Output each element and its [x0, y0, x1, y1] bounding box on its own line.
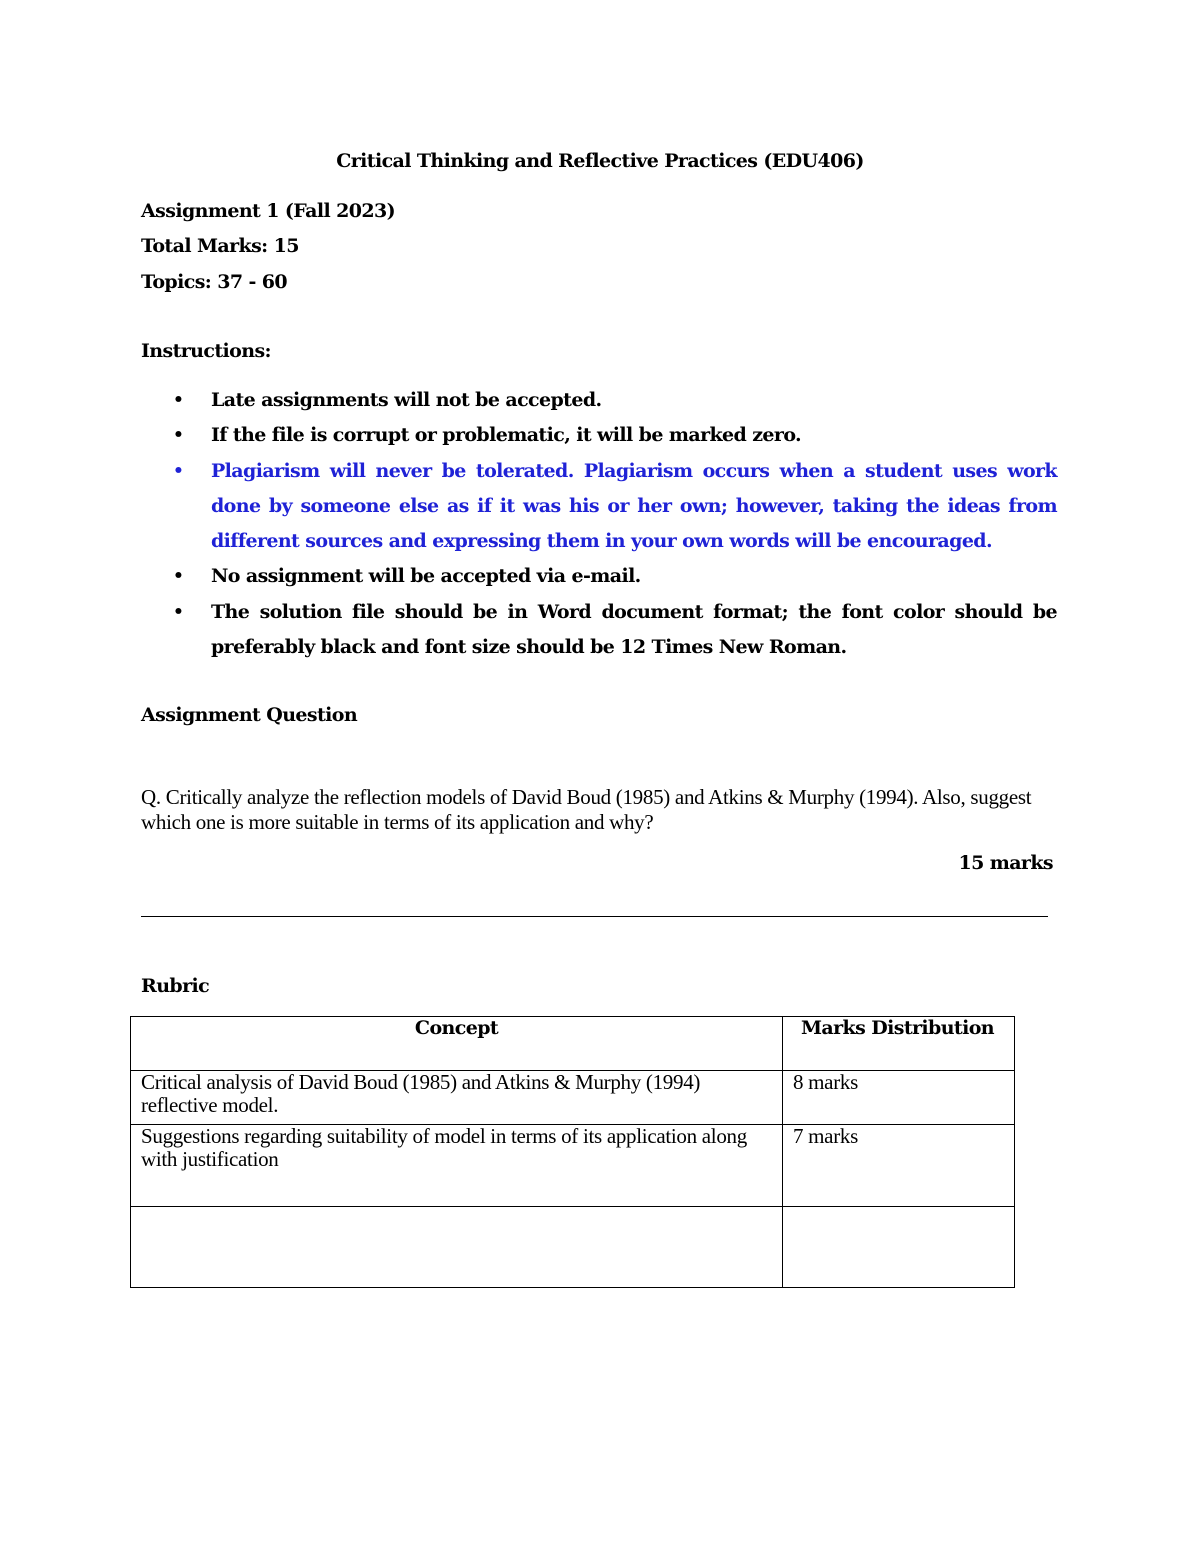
assignment-label: Assignment 1 (Fall 2023)	[141, 200, 395, 222]
instruction-item-plagiarism	[141, 454, 1057, 560]
table-row	[131, 1071, 1015, 1125]
rubric-heading: Rubric	[141, 975, 210, 997]
topics-label: Topics: 37 - 60	[141, 271, 288, 293]
assignment-question-heading: Assignment Question	[141, 704, 358, 726]
total-marks-label: Total Marks: 15	[141, 235, 299, 257]
table-row-empty	[131, 1207, 1015, 1288]
marks-cell: 8 marks	[783, 1071, 1015, 1125]
instruction-text: Late assignments will not be accepted.	[211, 389, 602, 411]
bullet-icon: •	[173, 425, 184, 446]
instruction-text: The solution file should be in Word document format; the font color should be preferably black and font size should be 12 Times New Roman.	[211, 600, 1057, 659]
instructions-heading: Instructions:	[141, 340, 271, 362]
instruction-item	[141, 595, 1057, 666]
table-row	[131, 1125, 1015, 1207]
instruction-text: If the file is corrupt or problematic, it will be marked zero.	[211, 424, 802, 447]
rubric-table	[130, 1016, 1015, 1288]
concept-cell: Critical analysis of David Boud (1985) and Atkins & Murphy (1994) reflective model.	[131, 1071, 783, 1125]
question-marks: 15 marks	[958, 852, 1053, 874]
instructions-list	[141, 383, 1057, 665]
instruction-text: Plagiarism will never be tolerated. Plagiarism occurs when a student uses work done by someone else as if it was his or her own; however, taking the ideas from different sources and expressing them in your own words will be encouraged.	[211, 459, 1057, 553]
instruction-item	[141, 559, 1057, 594]
bullet-icon: •	[173, 566, 184, 587]
bullet-icon: •	[173, 460, 184, 481]
marks-cell	[783, 1207, 1015, 1288]
concept-cell: Suggestions regarding suitability of model in terms of its application along with justification	[131, 1125, 783, 1207]
column-header-marks: Marks Distribution	[783, 1017, 1015, 1071]
section-divider	[141, 916, 1048, 917]
column-header-concept: Concept	[131, 1017, 783, 1071]
instruction-item	[141, 418, 1057, 453]
bullet-icon: •	[173, 390, 184, 410]
instruction-text: No assignment will be accepted via e-mail.	[211, 565, 641, 588]
bullet-icon: •	[173, 601, 184, 622]
marks-cell: 7 marks	[783, 1125, 1015, 1207]
document-title: Critical Thinking and Reflective Practices (EDU406)	[336, 150, 864, 172]
question-text: Q. Critically analyze the reflection models of David Boud (1985) and Atkins & Murphy (1994). Also, suggest which one is more suitable in terms of its application and why?	[141, 785, 1032, 834]
instruction-item	[141, 383, 1057, 418]
rubric-header-row	[131, 1017, 1015, 1071]
concept-cell	[131, 1207, 783, 1288]
